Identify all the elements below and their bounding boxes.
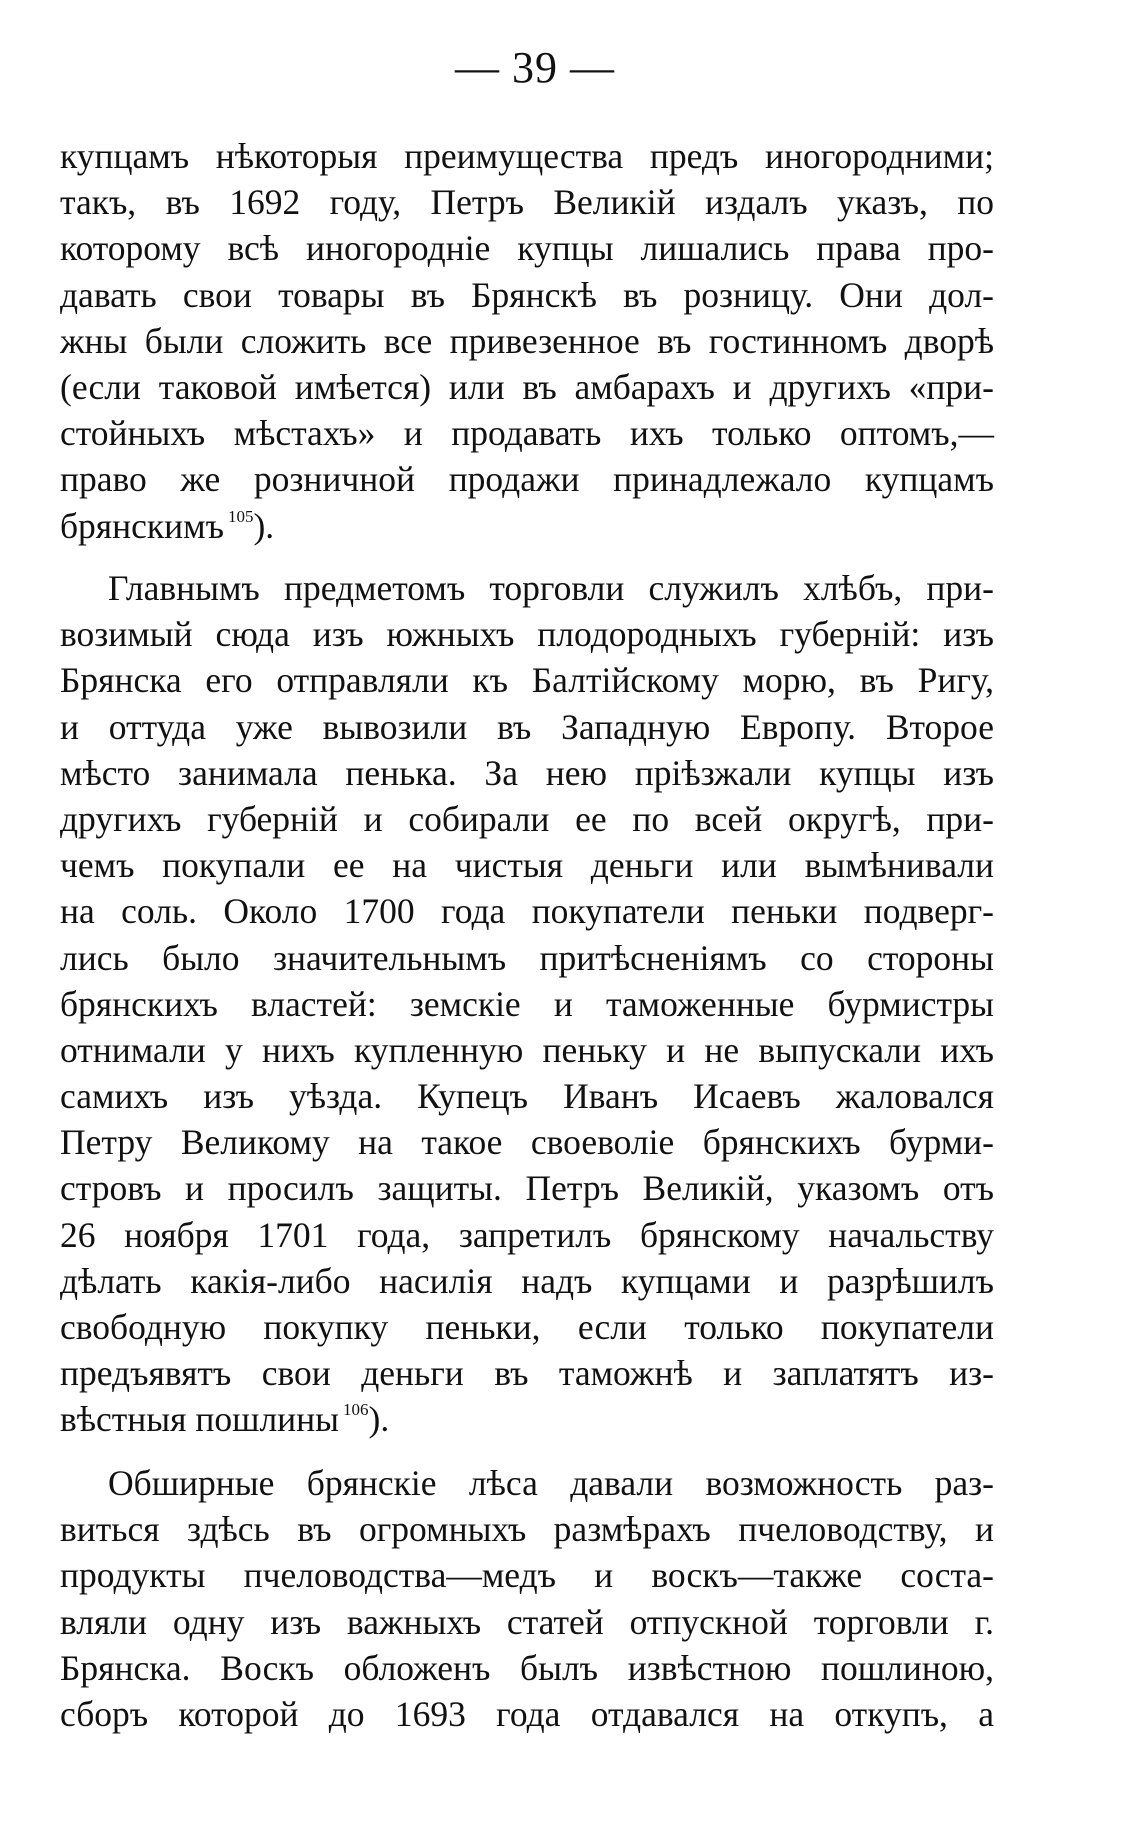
text-line: 26 ноября 1701 года, запретилъ брянскому начальству [60,1214,994,1255]
text-line: возимый сюда изъ южныхъ плодородныхъ губерній: изъ [60,614,994,655]
text-line: чемъ покупали ее на чистыя деньги или вымѣнивали [60,845,994,886]
text-line: (если таковой имѣется) или въ амбарахъ и другихъ «при- [60,366,994,407]
text-line: свободную покупку пеньки, если только покупатели [60,1307,994,1347]
text-line: брянскихъ властей: земскіе и таможенные бурмистры [60,983,994,1024]
text-line: купцамъ нѣкоторыя преимущества предъ иногородними; [60,136,994,176]
paragraph-2 [60,565,994,1443]
text-line: виться здѣсь въ огромныхъ размѣрахъ пчеловодству, и [60,1509,994,1550]
text-line: мѣсто занимала пенька. За нею пріѣзжали купцы изъ [60,752,994,793]
text-line: стойныхъ мѣстахъ» и продавать ихъ только оптомъ,— [60,413,994,454]
text-line-last [60,503,994,549]
text-line: жны были сложить все привезенное въ гостинномъ дворѣ [60,320,994,361]
text-line: Обширные брянскіе лѣса давали возможность раз- [108,1463,994,1503]
paragraph-1 [60,133,994,549]
text-line: стровъ и просилъ защиты. Петръ Великій, указомъ отъ [60,1168,994,1209]
text-line-content: брянскимъ [60,505,224,546]
text-line: вляли одну изъ важныхъ статей отпускной торговли г. [60,1601,994,1642]
text-line: сборъ которой до 1693 года отдавался на откупъ, а [60,1693,994,1734]
text-line: самихъ изъ уѣзда. Купецъ Иванъ Исаевъ жаловался [60,1076,994,1117]
footnote-ref: 106 [343,1400,369,1420]
text-line: и оттуда уже вывозили въ Западную Европу. Второе [60,706,994,747]
text-line: дѣлать какія-либо насилія надъ купцами и разрѣшилъ [60,1260,994,1301]
text-line-content: вѣстныя пошлины [60,1399,340,1440]
text-line: которому всѣ иногородніе купцы лишались права про- [60,228,994,269]
text-line: на соль. Около 1700 года покупатели пеньки подверг- [60,891,994,932]
text-line: Брянска. Воскъ обложенъ былъ извѣстною пошлиною, [60,1647,994,1688]
text-line: предъявятъ свои деньги въ таможнѣ и заплатятъ из- [60,1353,994,1394]
text-line: Брянска его отправляли къ Балтійскому морю, въ Ригу, [60,660,994,701]
text-line: отнимали у нихъ купленную пеньку и не выпускали ихъ [60,1029,994,1070]
paragraph-3 [60,1460,994,1737]
text-line: право же розничной продажи принадлежало купцамъ [60,459,994,500]
text-line: другихъ губерній и собирали ее по всей округѣ, при- [60,798,994,839]
footnote-closing: ). [253,505,275,546]
footnote-closing: ). [368,1399,390,1440]
page-number: — 39 — [455,43,615,92]
text-line: Главнымъ предметомъ торговли служилъ хлѣбъ, при- [108,568,994,608]
text-line: лись было значительнымъ притѣсненіямъ со стороны [60,937,994,978]
text-line: продукты пчеловодства—медъ и воскъ—также соста- [60,1555,994,1596]
footnote-ref: 105 [227,506,254,526]
text-line: давать свои товары въ Брянскѣ въ розницу. Они дол- [60,274,994,315]
text-line: такъ, въ 1692 году, Петръ Великій издалъ указъ, по [60,182,994,223]
text-line: Петру Великому на такое своеволіе брянскихъ бурми- [60,1122,994,1163]
text-line-last [60,1396,994,1442]
